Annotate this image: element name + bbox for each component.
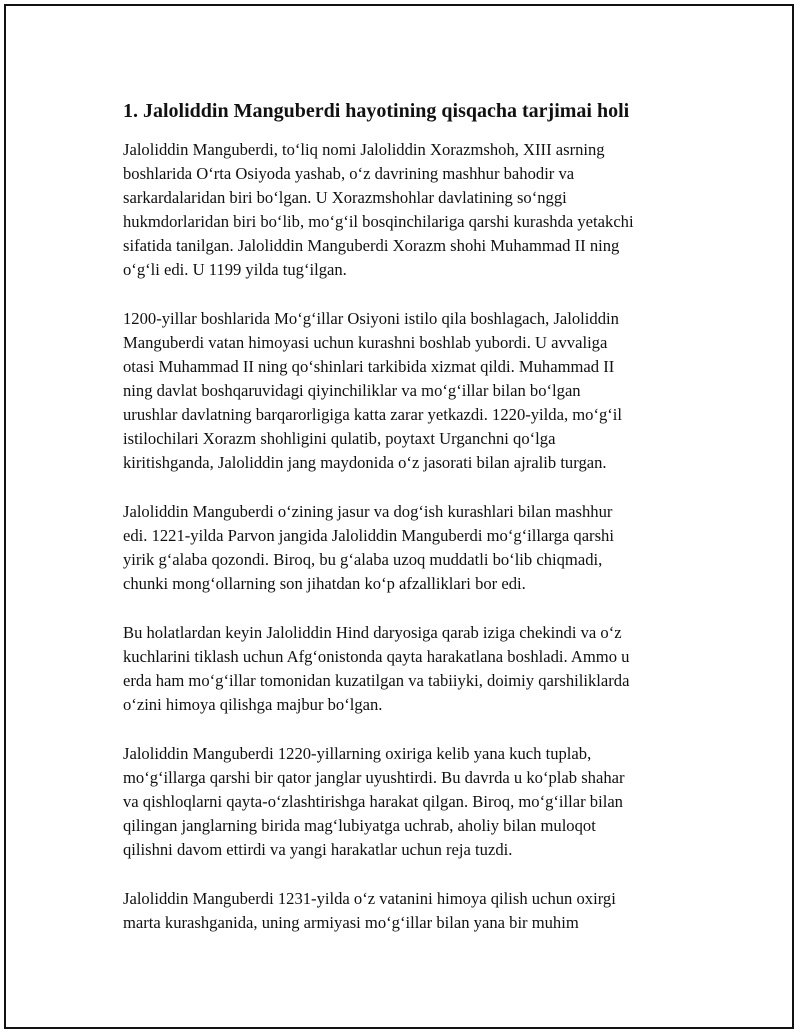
- paragraph-line: Jaloliddin Manguberdi, to‘liq nomi Jaloliddin Xorazmshoh, XIII asrning: [123, 140, 605, 159]
- paragraph-1: [123, 138, 703, 282]
- paragraph-line: Jaloliddin Manguberdi o‘zining jasur va dog‘ish kurashlari bilan mashhur: [123, 502, 613, 521]
- paragraph-line: urushlar davlatning barqarorligiga katta zarar yetkazdi. 1220-yilda, mo‘g‘il: [123, 405, 623, 424]
- paragraph-line: yirik g‘alaba qozondi. Biroq, bu g‘alaba uzoq muddatli bo‘lib chiqmadi,: [123, 550, 603, 569]
- paragraph-line: Jaloliddin Manguberdi 1220-yillarning oxiriga kelib yana kuch tuplab,: [123, 744, 592, 763]
- paragraph-line: qilingan janglarning birida mag‘lubiyatga uchrab, aholiy bilan muloqot: [123, 816, 596, 835]
- paragraph-4: [123, 621, 703, 717]
- paragraph-line: chunki mong‘ollarning son jihatdan ko‘p afzalliklari bor edi.: [123, 574, 526, 593]
- paragraph-2: [123, 307, 703, 475]
- document-title: 1. Jaloliddin Manguberdi hayotining qisqacha tarjimai holi: [123, 100, 630, 122]
- paragraph-line: qilishni davom ettirdi va yangi harakatlar uchun reja tuzdi.: [123, 840, 513, 859]
- document-content: [123, 98, 703, 960]
- paragraph-line: istilochilari Xorazm shohligini qulatib, poytaxt Urganchni qo‘lga: [123, 429, 556, 448]
- paragraph-line: o‘zini himoya qilishga majbur bo‘lgan.: [123, 695, 383, 714]
- paragraph-line: kiritishganda, Jaloliddin jang maydonida o‘z jasorati bilan ajralib turgan.: [123, 453, 607, 472]
- paragraph-line: sarkardalaridan biri bo‘lgan. U Xorazmshohlar davlatining so‘nggi: [123, 188, 567, 207]
- paragraph-line: edi. 1221-yilda Parvon jangida Jaloliddin Manguberdi mo‘g‘illarga qarshi: [123, 526, 614, 545]
- paragraph-5: [123, 742, 703, 862]
- paragraph-line: 1200-yillar boshlarida Mo‘g‘illar Osiyoni istilo qila boshlagach, Jaloliddin: [123, 309, 619, 328]
- paragraph-line: marta kurashganida, uning armiyasi mo‘g‘illar bilan yana bir muhim: [123, 913, 579, 932]
- paragraph-6: [123, 887, 703, 935]
- paragraph-line: otasi Muhammad II ning qo‘shinlari tarkibida xizmat qildi. Muhammad II: [123, 357, 615, 376]
- paragraph-line: ning davlat boshqaruvidagi qiyinchiliklar va mo‘g‘illar bilan bo‘lgan: [123, 381, 581, 400]
- paragraph-line: va qishloqlarni qayta-o‘zlashtirishga harakat qilgan. Biroq, mo‘g‘illar bilan: [123, 792, 623, 811]
- paragraph-line: erda ham mo‘g‘illar tomonidan kuzatilgan va tabiiyki, doimiy qarshiliklarda: [123, 671, 630, 690]
- paragraph-line: Jaloliddin Manguberdi 1231-yilda o‘z vatanini himoya qilish uchun oxirgi: [123, 889, 616, 908]
- paragraph-line: kuchlarini tiklash uchun Afg‘onistonda qayta harakatlana boshladi. Ammo u: [123, 647, 630, 666]
- paragraph-line: Bu holatlardan keyin Jaloliddin Hind daryosiga qarab iziga chekindi va o‘z: [123, 623, 622, 642]
- paragraph-line: o‘g‘li edi. U 1199 yilda tug‘ilgan.: [123, 260, 347, 279]
- paragraph-line: mo‘g‘illarga qarshi bir qator janglar uyushtirdi. Bu davrda u ko‘plab shahar: [123, 768, 625, 787]
- page-frame: [4, 4, 794, 1029]
- paragraph-line: sifatida tanilgan. Jaloliddin Manguberdi Xorazm shohi Muhammad II ning: [123, 236, 620, 255]
- paragraph-line: Manguberdi vatan himoyasi uchun kurashni boshlab yubordi. U avvaliga: [123, 333, 608, 352]
- paragraph-3: [123, 500, 703, 596]
- paragraph-line: hukmdorlaridan biri bo‘lib, mo‘g‘il bosqinchilariga qarshi kurashda yetakchi: [123, 212, 634, 231]
- paragraph-line: boshlarida O‘rta Osiyoda yashab, o‘z davrining mashhur bahodir va: [123, 164, 575, 183]
